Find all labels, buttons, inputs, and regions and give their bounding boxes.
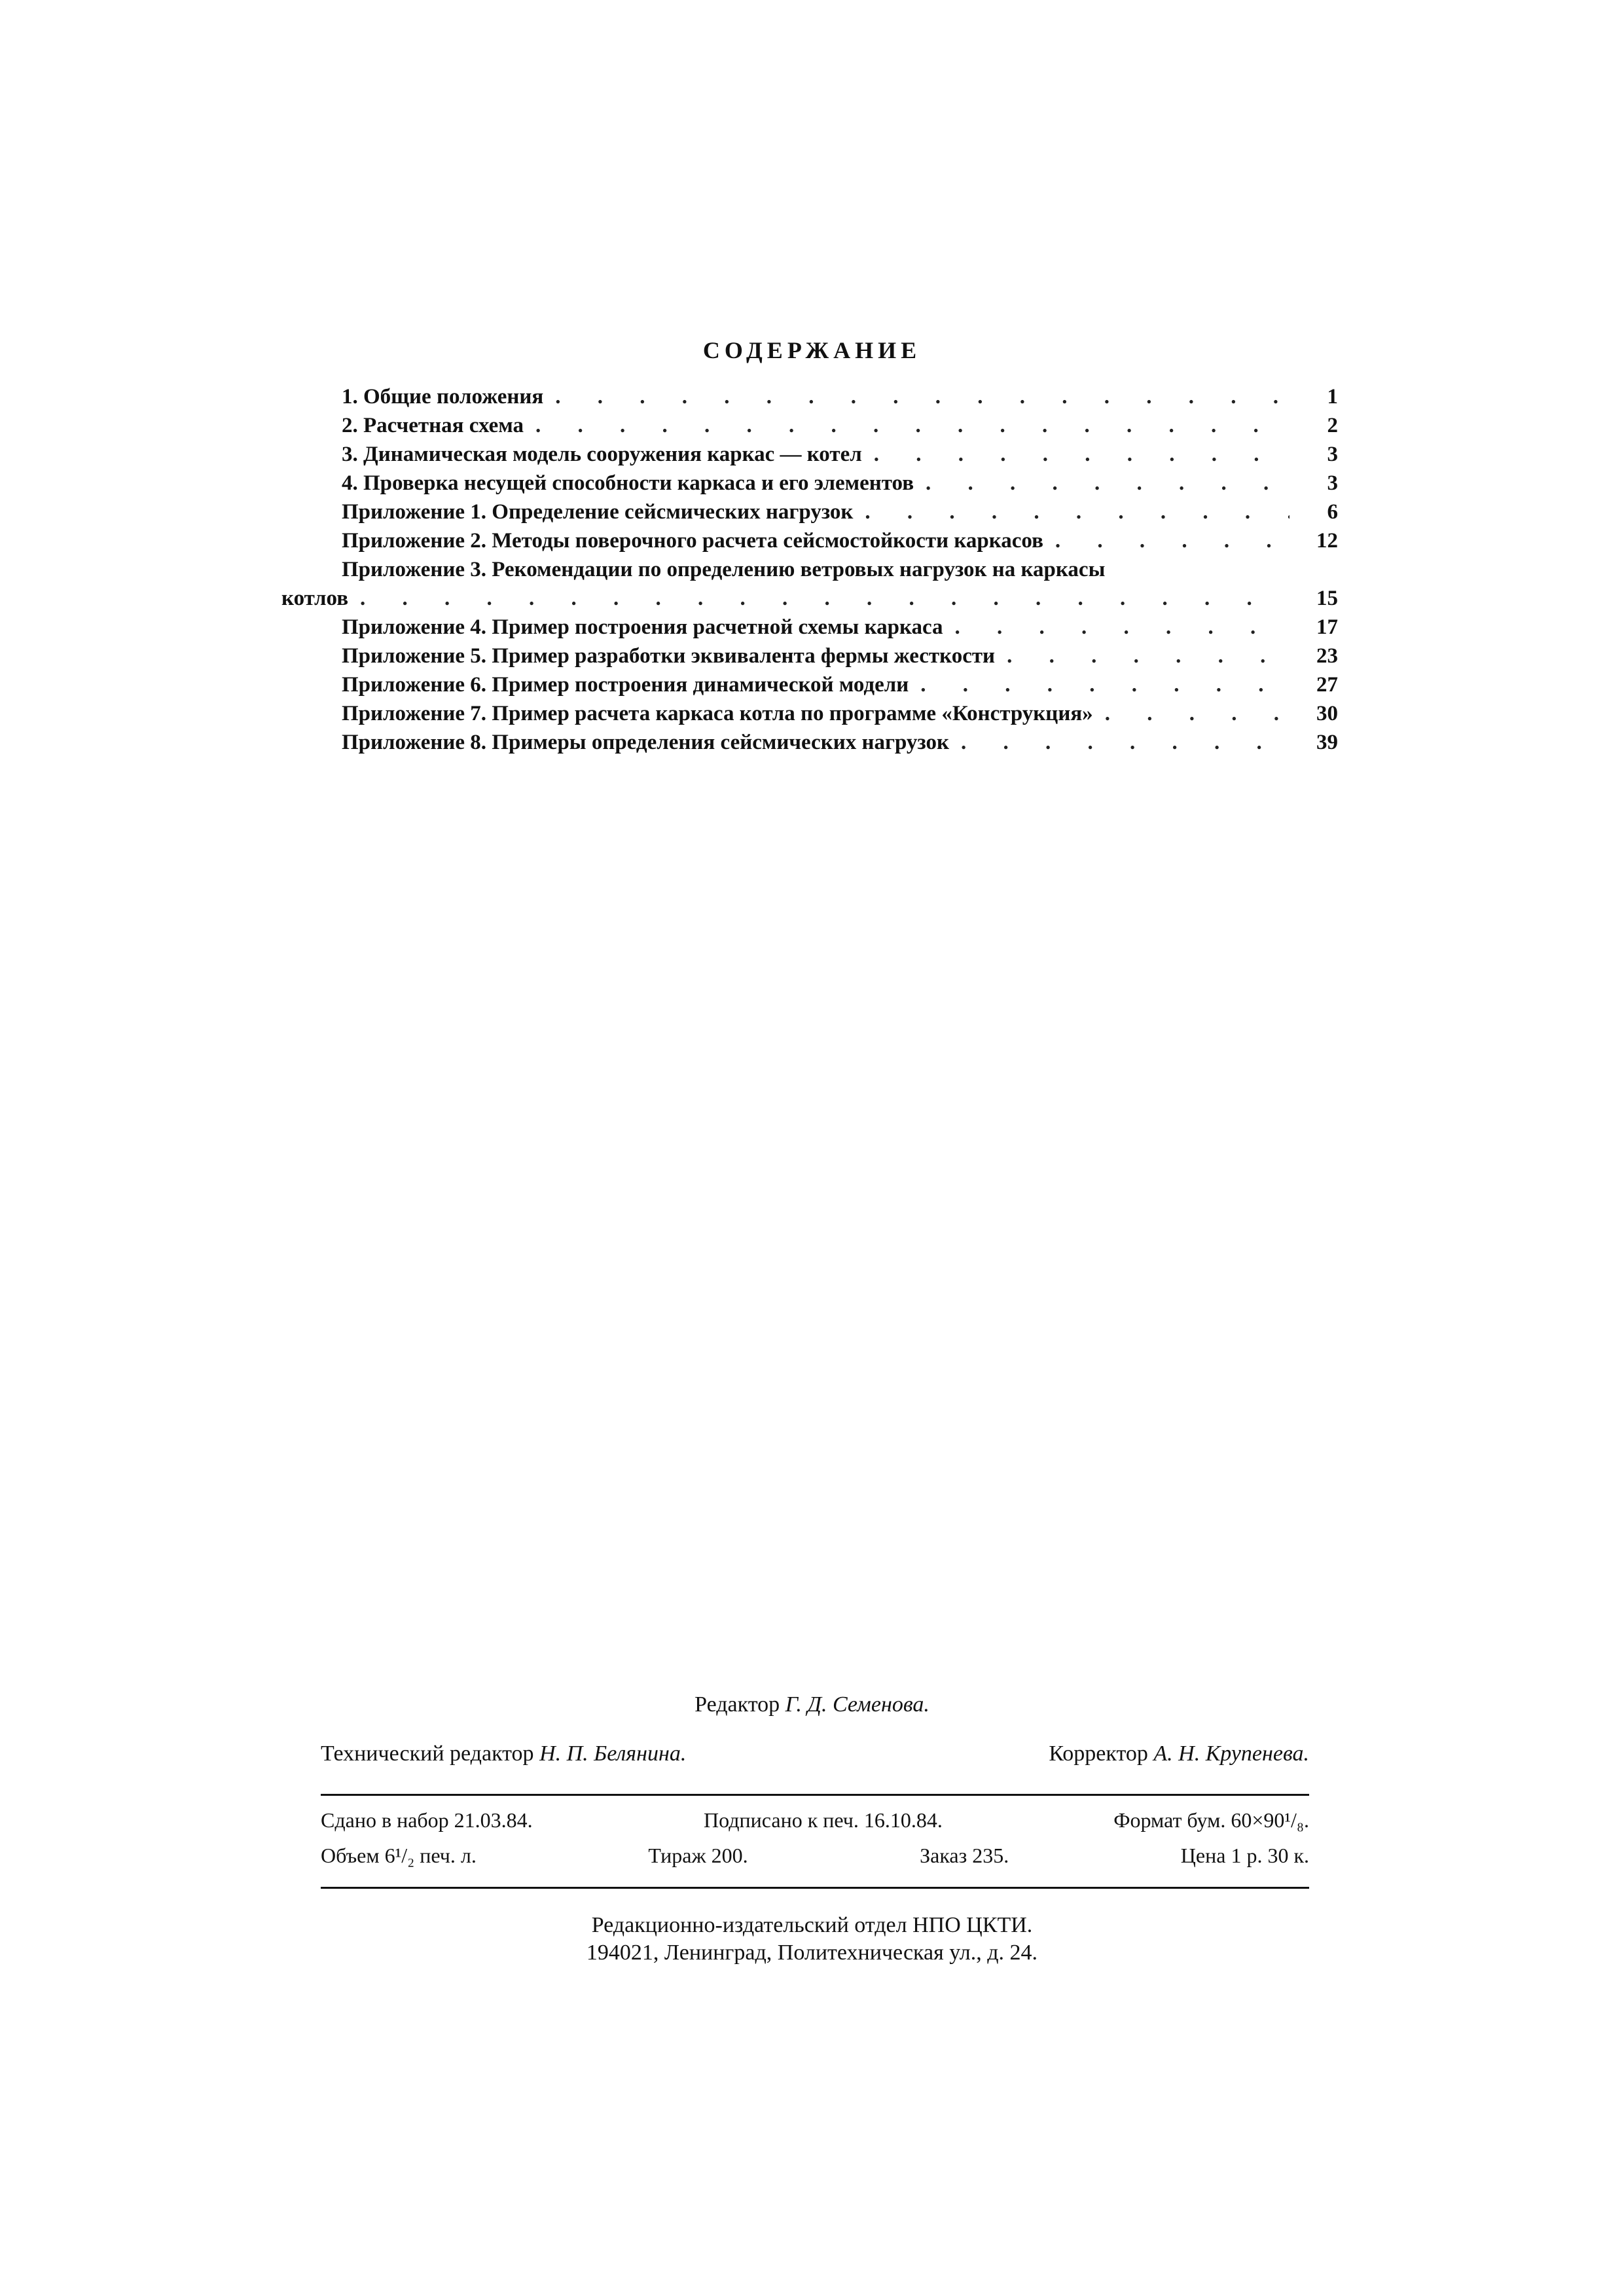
imprint-row-1 bbox=[321, 1808, 1309, 1832]
dot-leader bbox=[535, 411, 1290, 440]
toc-entry-text: Приложение 6. Пример построения динамической модели bbox=[342, 673, 909, 697]
toc-entry bbox=[281, 613, 1338, 642]
dot-leader bbox=[1055, 526, 1290, 555]
publisher-address: 194021, Ленинград, Политехническая ул., д. 24. bbox=[586, 1941, 1038, 1965]
volume: Объем 6¹/₂ печ. л. bbox=[321, 1844, 477, 1867]
imprint-row-2 bbox=[321, 1844, 1309, 1868]
toc-entry bbox=[281, 670, 1338, 699]
editor-name: Г. Д. Семенова. bbox=[785, 1692, 929, 1717]
tech-editor-label: Технический редактор bbox=[321, 1741, 534, 1766]
dot-leader bbox=[920, 670, 1290, 699]
dot-leader bbox=[1007, 642, 1290, 670]
toc-entry-text: Приложение 5. Пример разработки эквивалента фермы жесткости bbox=[342, 644, 996, 668]
toc-entry bbox=[281, 699, 1338, 728]
dot-leader bbox=[555, 382, 1290, 411]
tech-editor-name: Н. П. Белянина. bbox=[539, 1741, 687, 1766]
toc-entry bbox=[281, 728, 1338, 757]
table-of-contents bbox=[281, 382, 1338, 757]
corrector-credit bbox=[1049, 1741, 1309, 1766]
dot-leader bbox=[874, 440, 1290, 469]
imprint-bottom-rule bbox=[321, 1887, 1309, 1889]
print-run: Тираж 200. bbox=[648, 1844, 748, 1867]
toc-entry bbox=[281, 382, 1338, 411]
toc-entry-text: 3. Динамическая модель сооружения каркас — котел bbox=[342, 443, 862, 466]
toc-entry-page: 12 bbox=[1316, 529, 1338, 553]
toc-entry-text: Приложение 3. Рекомендации по определению ветровых нагрузок на каркасы bbox=[342, 558, 1106, 581]
toc-entry-text: 1. Общие положения bbox=[342, 385, 544, 409]
toc-entry-page: 27 bbox=[1316, 673, 1338, 697]
dot-leader bbox=[360, 584, 1290, 613]
toc-entry-page: 17 bbox=[1316, 615, 1338, 639]
toc-entry-text: Приложение 2. Методы поверочного расчета сейсмостойкости каркасов bbox=[342, 529, 1043, 553]
price: Цена 1 р. 30 к. bbox=[1180, 1844, 1309, 1867]
corrector-name: А. Н. Крупенева. bbox=[1153, 1741, 1309, 1766]
toc-entry-text: 2. Расчетная схема bbox=[342, 414, 524, 437]
toc-entry bbox=[281, 411, 1338, 440]
page-title: СОДЕРЖАНИЕ bbox=[702, 337, 922, 363]
dot-leader bbox=[961, 728, 1290, 757]
publisher-name: Редакционно-издательский отдел НПО ЦКТИ. bbox=[591, 1913, 1033, 1937]
editor-label: Редактор bbox=[695, 1692, 780, 1717]
toc-entry-page: 6 bbox=[1327, 500, 1338, 524]
dot-leader bbox=[926, 469, 1290, 498]
toc-entry-text: Приложение 7. Пример расчета каркаса котла по программе «Конструкция» bbox=[342, 702, 1093, 725]
toc-entry-text: Приложение 4. Пример построения расчетной схемы каркаса bbox=[342, 615, 943, 639]
dot-leader bbox=[955, 613, 1290, 642]
typeset-date: Сдано в набор 21.03.84. bbox=[321, 1808, 533, 1832]
toc-entry-page: 30 bbox=[1316, 702, 1338, 725]
toc-entry-text: Приложение 8. Примеры определения сейсмических нагрузок bbox=[342, 731, 949, 754]
toc-entry bbox=[281, 526, 1338, 555]
toc-entry bbox=[281, 498, 1338, 526]
toc-entry-text: 4. Проверка несущей способности каркаса и его элементов bbox=[342, 471, 914, 495]
paper-format: Формат бум. 60×90¹/₈. bbox=[1113, 1808, 1309, 1832]
print-signed-date: Подписано к печ. 16.10.84. bbox=[704, 1808, 943, 1832]
toc-entry bbox=[281, 469, 1338, 498]
toc-entry-text: котлов bbox=[281, 587, 349, 610]
toc-entry bbox=[281, 642, 1338, 670]
editor-credit bbox=[0, 1692, 1624, 1717]
toc-entry bbox=[281, 440, 1338, 469]
dot-leader bbox=[1105, 699, 1290, 728]
toc-entry-page: 23 bbox=[1316, 644, 1338, 668]
toc-entry-page: 2 bbox=[1327, 414, 1338, 437]
toc-entry-text: Приложение 1. Определение сейсмических нагрузок bbox=[342, 500, 854, 524]
toc-entry-continuation bbox=[281, 584, 1338, 613]
publisher-info bbox=[0, 1912, 1624, 1967]
order-number: Заказ 235. bbox=[920, 1844, 1009, 1867]
imprint-top-rule bbox=[321, 1794, 1309, 1796]
toc-entry-page: 15 bbox=[1316, 587, 1338, 610]
toc-entry-page: 3 bbox=[1327, 471, 1338, 495]
corrector-label: Корректор bbox=[1049, 1741, 1148, 1766]
toc-entry-page: 39 bbox=[1316, 731, 1338, 754]
toc-entry-page: 3 bbox=[1327, 443, 1338, 466]
tech-editor-credit bbox=[321, 1741, 686, 1766]
toc-entry-page: 1 bbox=[1327, 385, 1338, 409]
toc-entry bbox=[281, 555, 1338, 584]
staff-credits bbox=[321, 1741, 1309, 1766]
dot-leader bbox=[865, 498, 1290, 526]
